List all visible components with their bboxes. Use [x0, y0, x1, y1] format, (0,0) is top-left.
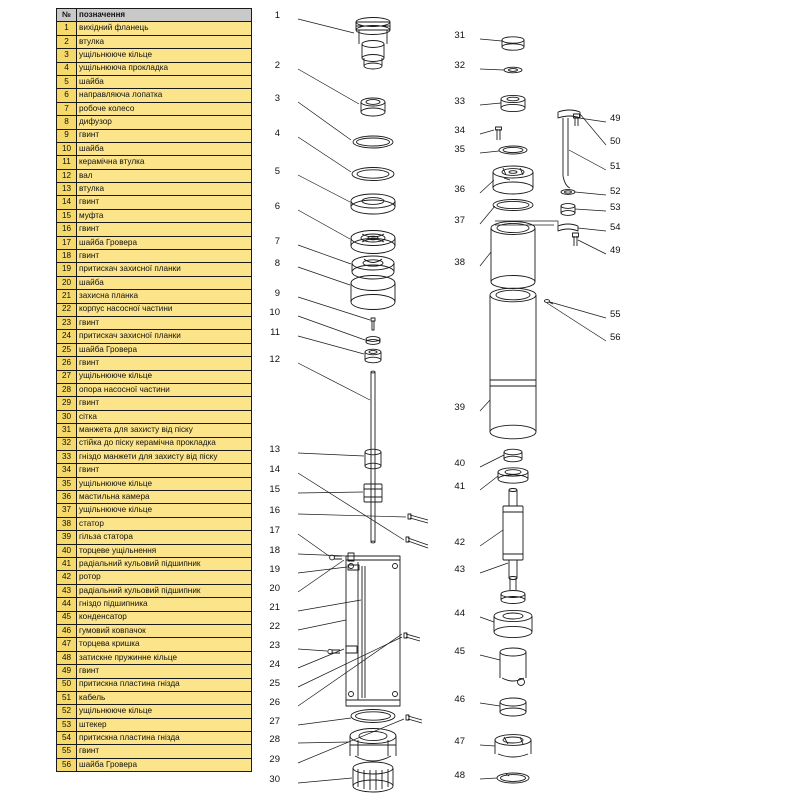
callout-number-40: 40 [454, 458, 465, 469]
table-row [57, 156, 252, 169]
table-row [57, 370, 252, 383]
table-row [57, 732, 252, 745]
callout-number-21: 21 [269, 602, 280, 613]
part-number-cell: 40 [57, 544, 77, 557]
table-row [57, 129, 252, 142]
part-number-cell: 29 [57, 397, 77, 410]
part-21-guard-strip [362, 566, 365, 698]
part-6-guide-vane [351, 231, 395, 254]
part-number-cell: 41 [57, 558, 77, 571]
column-header-number: № [57, 9, 77, 22]
part-name-cell: притискна пластина гнізда [77, 678, 252, 691]
part-38-stator [491, 222, 535, 289]
table-row [57, 491, 252, 504]
table-row [57, 651, 252, 664]
callout-number-6: 6 [274, 201, 280, 212]
drawing-svg [258, 0, 800, 800]
leader-lines-middle [480, 39, 508, 779]
callout-number-33: 33 [454, 96, 465, 107]
callout-number-42: 42 [454, 537, 465, 548]
table-row [57, 142, 252, 155]
part-name-cell: гвинт [77, 129, 252, 142]
part-name-cell: шайба Гровера [77, 236, 252, 249]
part-name-cell: затискне пружинне кільце [77, 651, 252, 664]
table-row [57, 638, 252, 651]
part-12-shaft [371, 371, 375, 543]
part-39-stator-sleeve [490, 288, 536, 439]
part-34-screw [496, 127, 502, 140]
table-row [57, 544, 252, 557]
part-35-o-ring [499, 146, 527, 154]
part-46-rubber-cap [500, 698, 526, 716]
callout-number-25: 25 [269, 678, 280, 689]
table-row [57, 196, 252, 209]
part-name-cell: притискач захисної планки [77, 263, 252, 276]
part-name-cell: робоче колесо [77, 102, 252, 115]
part-45-capacitor [500, 648, 526, 686]
part-name-cell: втулка [77, 183, 252, 196]
part-name-cell: торцева кришка [77, 638, 252, 651]
part-name-cell: гніздо підшипника [77, 598, 252, 611]
table-row [57, 558, 252, 571]
part-name-cell: статор [77, 517, 252, 530]
part-number-cell: 4 [57, 62, 77, 75]
callout-number-29: 29 [269, 754, 280, 765]
table-row [57, 517, 252, 530]
part-number-cell: 43 [57, 584, 77, 597]
part-name-cell: радіальний кульовий підшипник [77, 558, 252, 571]
callout-number-56: 56 [610, 332, 621, 343]
part-number-cell: 30 [57, 410, 77, 423]
table-row [57, 450, 252, 463]
callout-number-3: 3 [274, 93, 280, 104]
part-name-cell: манжета для захисту від піску [77, 424, 252, 437]
part-number-cell: 5 [57, 75, 77, 88]
callout-number-9: 9 [274, 288, 280, 299]
callout-number-26: 26 [269, 697, 280, 708]
part-name-cell: притискна пластина гнізда [77, 732, 252, 745]
part-name-cell: конденсатор [77, 611, 252, 624]
part-name-cell: гвинт [77, 357, 252, 370]
callout-number-2: 2 [274, 60, 280, 71]
part-number-cell: 48 [57, 651, 77, 664]
table-row [57, 745, 252, 758]
table-row [57, 357, 252, 370]
part-8-diffuser [351, 276, 395, 310]
part-number-cell: 21 [57, 290, 77, 303]
table-row [57, 665, 252, 678]
callout-number-8: 8 [274, 258, 280, 269]
part-number-cell: 3 [57, 49, 77, 62]
part-3-o-ring [353, 136, 393, 148]
part-name-cell: ущільнююче кільце [77, 504, 252, 517]
part-number-cell: 31 [57, 424, 77, 437]
part-name-cell: керамічна втулка [77, 156, 252, 169]
part-31-sand-sleeve [502, 37, 524, 50]
callout-number-34: 34 [454, 125, 465, 136]
part-36-oil-chamber [493, 166, 533, 194]
callout-number-19: 19 [269, 564, 280, 575]
callout-number-22: 22 [269, 621, 280, 632]
part-name-cell: гвинт [77, 745, 252, 758]
part-44-bearing-seat [494, 610, 532, 637]
part-name-cell: ущільнююче кільце [77, 477, 252, 490]
part-number-cell: 38 [57, 517, 77, 530]
part-number-cell: 27 [57, 370, 77, 383]
part-name-cell: гвинт [77, 397, 252, 410]
table-row [57, 102, 252, 115]
part-4-gasket [352, 168, 394, 181]
part-number-cell: 37 [57, 504, 77, 517]
part-number-cell: 2 [57, 35, 77, 48]
part-41-bearing-upper [498, 468, 528, 483]
part-26-screw-right [404, 633, 420, 641]
callout-number-54: 54 [610, 222, 621, 233]
part-number-cell: 24 [57, 330, 77, 343]
callout-number-49: 49 [610, 113, 621, 124]
table-row [57, 75, 252, 88]
table-row [57, 303, 252, 316]
part-number-cell: 56 [57, 758, 77, 771]
part-number-cell: 42 [57, 571, 77, 584]
part-number-cell: 17 [57, 236, 77, 249]
table-row [57, 316, 252, 329]
table-row [57, 624, 252, 637]
table-row [57, 89, 252, 102]
table-row [57, 35, 252, 48]
callout-number-15: 15 [269, 484, 280, 495]
callout-number-51: 51 [610, 161, 621, 172]
part-name-cell: ротор [77, 571, 252, 584]
table-row [57, 504, 252, 517]
part-number-cell: 52 [57, 705, 77, 718]
part-number-cell: 13 [57, 183, 77, 196]
callout-number-7: 7 [274, 236, 280, 247]
table-row [57, 343, 252, 356]
part-name-cell: захисна планка [77, 290, 252, 303]
part-name-cell: втулка [77, 35, 252, 48]
part-47-end-cover [495, 735, 531, 757]
table-row [57, 464, 252, 477]
part-40-mechanical-seal [504, 449, 522, 462]
part-48-snap-ring [497, 773, 529, 783]
part-name-cell: притискач захисної планки [77, 330, 252, 343]
callout-number-47: 47 [454, 736, 465, 747]
table-row [57, 330, 252, 343]
table-row [57, 22, 252, 35]
callout-number-18: 18 [269, 545, 280, 556]
table-row [57, 718, 252, 731]
callout-number-50: 50 [610, 136, 621, 147]
table-row [57, 116, 252, 129]
callout-number-10: 10 [269, 307, 280, 318]
part-9-screw [371, 318, 375, 330]
part-number-cell: 45 [57, 611, 77, 624]
part-number-cell: 36 [57, 491, 77, 504]
part-name-cell: ущільнююча прокладка [77, 62, 252, 75]
part-number-cell: 46 [57, 624, 77, 637]
part-number-cell: 23 [57, 316, 77, 329]
part-name-cell: мастильна камера [77, 491, 252, 504]
part-name-cell: шайба Гровера [77, 758, 252, 771]
part-name-cell: гвинт [77, 665, 252, 678]
part-number-cell: 20 [57, 276, 77, 289]
table-row [57, 410, 252, 423]
part-name-cell: штекер [77, 718, 252, 731]
part-number-cell: 9 [57, 129, 77, 142]
table-row [57, 223, 252, 236]
table-row [57, 209, 252, 222]
part-5-washer [351, 194, 395, 214]
callout-number-1: 1 [274, 10, 280, 21]
part-name-cell: ущільнююче кільце [77, 49, 252, 62]
part-number-cell: 12 [57, 169, 77, 182]
leader-lines-left [298, 19, 406, 783]
callout-number-4: 4 [274, 128, 280, 139]
callout-number-14: 14 [269, 464, 280, 475]
callout-number-39: 39 [454, 402, 465, 413]
part-name-cell: шайба [77, 75, 252, 88]
part-number-cell: 49 [57, 665, 77, 678]
part-number-cell: 19 [57, 263, 77, 276]
part-name-cell: шайба Гровера [77, 343, 252, 356]
part-name-cell: ущільнююче кільце [77, 705, 252, 718]
part-number-cell: 14 [57, 196, 77, 209]
part-1-outlet-flange [356, 18, 390, 70]
callout-number-41: 41 [454, 481, 465, 492]
table-row [57, 397, 252, 410]
part-name-cell: гвинт [77, 223, 252, 236]
part-number-cell: 11 [57, 156, 77, 169]
callout-number-5: 5 [274, 166, 280, 177]
part-name-cell: вал [77, 169, 252, 182]
part-name-cell: гільза статора [77, 531, 252, 544]
table-header-row [57, 9, 252, 22]
part-name-cell: муфта [77, 209, 252, 222]
callout-number-37: 37 [454, 215, 465, 226]
part-name-cell: гніздо манжети для захисту від піску [77, 450, 252, 463]
callout-number-32: 32 [454, 60, 465, 71]
callout-number-12: 12 [269, 354, 280, 365]
table-row [57, 49, 252, 62]
callout-number-13: 13 [269, 444, 280, 455]
callout-number-52: 52 [610, 186, 621, 197]
part-27-o-ring [351, 710, 395, 723]
part-number-cell: 32 [57, 437, 77, 450]
part-37-o-ring [493, 200, 533, 211]
part-name-cell: гвинт [77, 316, 252, 329]
part-16-screw [408, 514, 428, 523]
callout-number-20: 20 [269, 583, 280, 594]
part-name-cell: гумовий ковпачок [77, 624, 252, 637]
callout-number-30: 30 [269, 774, 280, 785]
part-42-rotor [503, 489, 523, 591]
part-number-cell: 26 [57, 357, 77, 370]
callout-number-31: 31 [454, 30, 465, 41]
callout-number-44: 44 [454, 608, 465, 619]
callout-number-38: 38 [454, 257, 465, 268]
table-row [57, 263, 252, 276]
part-name-cell: стійка до піску керамічна прокладка [77, 437, 252, 450]
part-number-cell: 7 [57, 102, 77, 115]
part-number-cell: 51 [57, 691, 77, 704]
part-name-cell: шайба [77, 276, 252, 289]
part-10-washer [366, 337, 380, 345]
part-number-cell: 16 [57, 223, 77, 236]
table-row [57, 169, 252, 182]
part-11-ceramic-bushing [365, 349, 381, 363]
callout-number-53: 53 [610, 202, 621, 213]
callout-number-28: 28 [269, 734, 280, 745]
part-number-cell: 22 [57, 303, 77, 316]
callout-number-46: 46 [454, 694, 465, 705]
part-name-cell: торцеве ущільнення [77, 544, 252, 557]
callout-number-49: 49 [610, 245, 621, 256]
callout-number-43: 43 [454, 564, 465, 575]
table-row [57, 183, 252, 196]
part-name-cell: опора насосної частини [77, 383, 252, 396]
part-number-cell: 35 [57, 477, 77, 490]
part-name-cell: ущільнююче кільце [77, 370, 252, 383]
part-number-cell: 44 [57, 598, 77, 611]
part-name-cell: направляюча лопатка [77, 89, 252, 102]
callout-number-16: 16 [269, 505, 280, 516]
part-13-bushing [365, 449, 381, 469]
table-row [57, 250, 252, 263]
part-number-cell: 50 [57, 678, 77, 691]
part-name-cell: корпус насосної частини [77, 303, 252, 316]
table-row [57, 584, 252, 597]
callout-number-55: 55 [610, 309, 621, 320]
part-number-cell: 25 [57, 343, 77, 356]
column-header-designation: позначення [77, 9, 252, 22]
table-row [57, 705, 252, 718]
part-number-cell: 47 [57, 638, 77, 651]
table-row [57, 290, 252, 303]
part-number-cell: 8 [57, 116, 77, 129]
part-number-cell: 55 [57, 745, 77, 758]
part-15-coupling [364, 484, 382, 502]
parts-table [56, 8, 252, 772]
part-32-ceramic-gasket [504, 67, 522, 73]
part-29-screw [406, 715, 422, 723]
exploded-view-drawing [258, 0, 800, 800]
part-name-cell: гвинт [77, 196, 252, 209]
part-name-cell: шайба [77, 142, 252, 155]
table-row [57, 678, 252, 691]
part-number-cell: 53 [57, 718, 77, 731]
cable-assembly-group [544, 110, 580, 304]
part-number-cell: 6 [57, 89, 77, 102]
part-30-strainer [353, 762, 393, 792]
table-row [57, 383, 252, 396]
callout-number-27: 27 [269, 716, 280, 727]
table-row [57, 691, 252, 704]
part-number-cell: 1 [57, 22, 77, 35]
leader-lines-right [495, 114, 606, 341]
part-name-cell: гвинт [77, 250, 252, 263]
callout-number-24: 24 [269, 659, 280, 670]
table-row [57, 758, 252, 771]
callout-number-17: 17 [269, 525, 280, 536]
table-row [57, 598, 252, 611]
part-number-cell: 10 [57, 142, 77, 155]
callout-number-36: 36 [454, 184, 465, 195]
table-row [57, 611, 252, 624]
table-row [57, 424, 252, 437]
table-row [57, 477, 252, 490]
part-33-sand-seat [501, 95, 525, 111]
table-row [57, 62, 252, 75]
table-row [57, 437, 252, 450]
part-number-cell: 18 [57, 250, 77, 263]
part-2-bushing [361, 98, 385, 116]
part-43-bearing-lower [501, 591, 525, 604]
table-row [57, 236, 252, 249]
part-14-screw [406, 537, 428, 548]
part-number-cell: 33 [57, 450, 77, 463]
callout-number-45: 45 [454, 646, 465, 657]
part-name-cell: кабель [77, 691, 252, 704]
part-name-cell: радіальний кульовий підшипник [77, 584, 252, 597]
part-22-pump-housing [346, 556, 400, 706]
part-number-cell: 28 [57, 383, 77, 396]
part-name-cell: вихідний фланець [77, 22, 252, 35]
part-name-cell: сітка [77, 410, 252, 423]
callout-number-23: 23 [269, 640, 280, 651]
part-name-cell: дифузор [77, 116, 252, 129]
callout-number-35: 35 [454, 144, 465, 155]
part-number-cell: 54 [57, 732, 77, 745]
part-number-cell: 39 [57, 531, 77, 544]
part-28-pump-support [350, 729, 396, 762]
callout-number-48: 48 [454, 770, 465, 781]
part-number-cell: 15 [57, 209, 77, 222]
table-row [57, 531, 252, 544]
table-row [57, 571, 252, 584]
part-name-cell: гвинт [77, 464, 252, 477]
callout-number-11: 11 [270, 327, 280, 338]
table-row [57, 276, 252, 289]
part-number-cell: 34 [57, 464, 77, 477]
